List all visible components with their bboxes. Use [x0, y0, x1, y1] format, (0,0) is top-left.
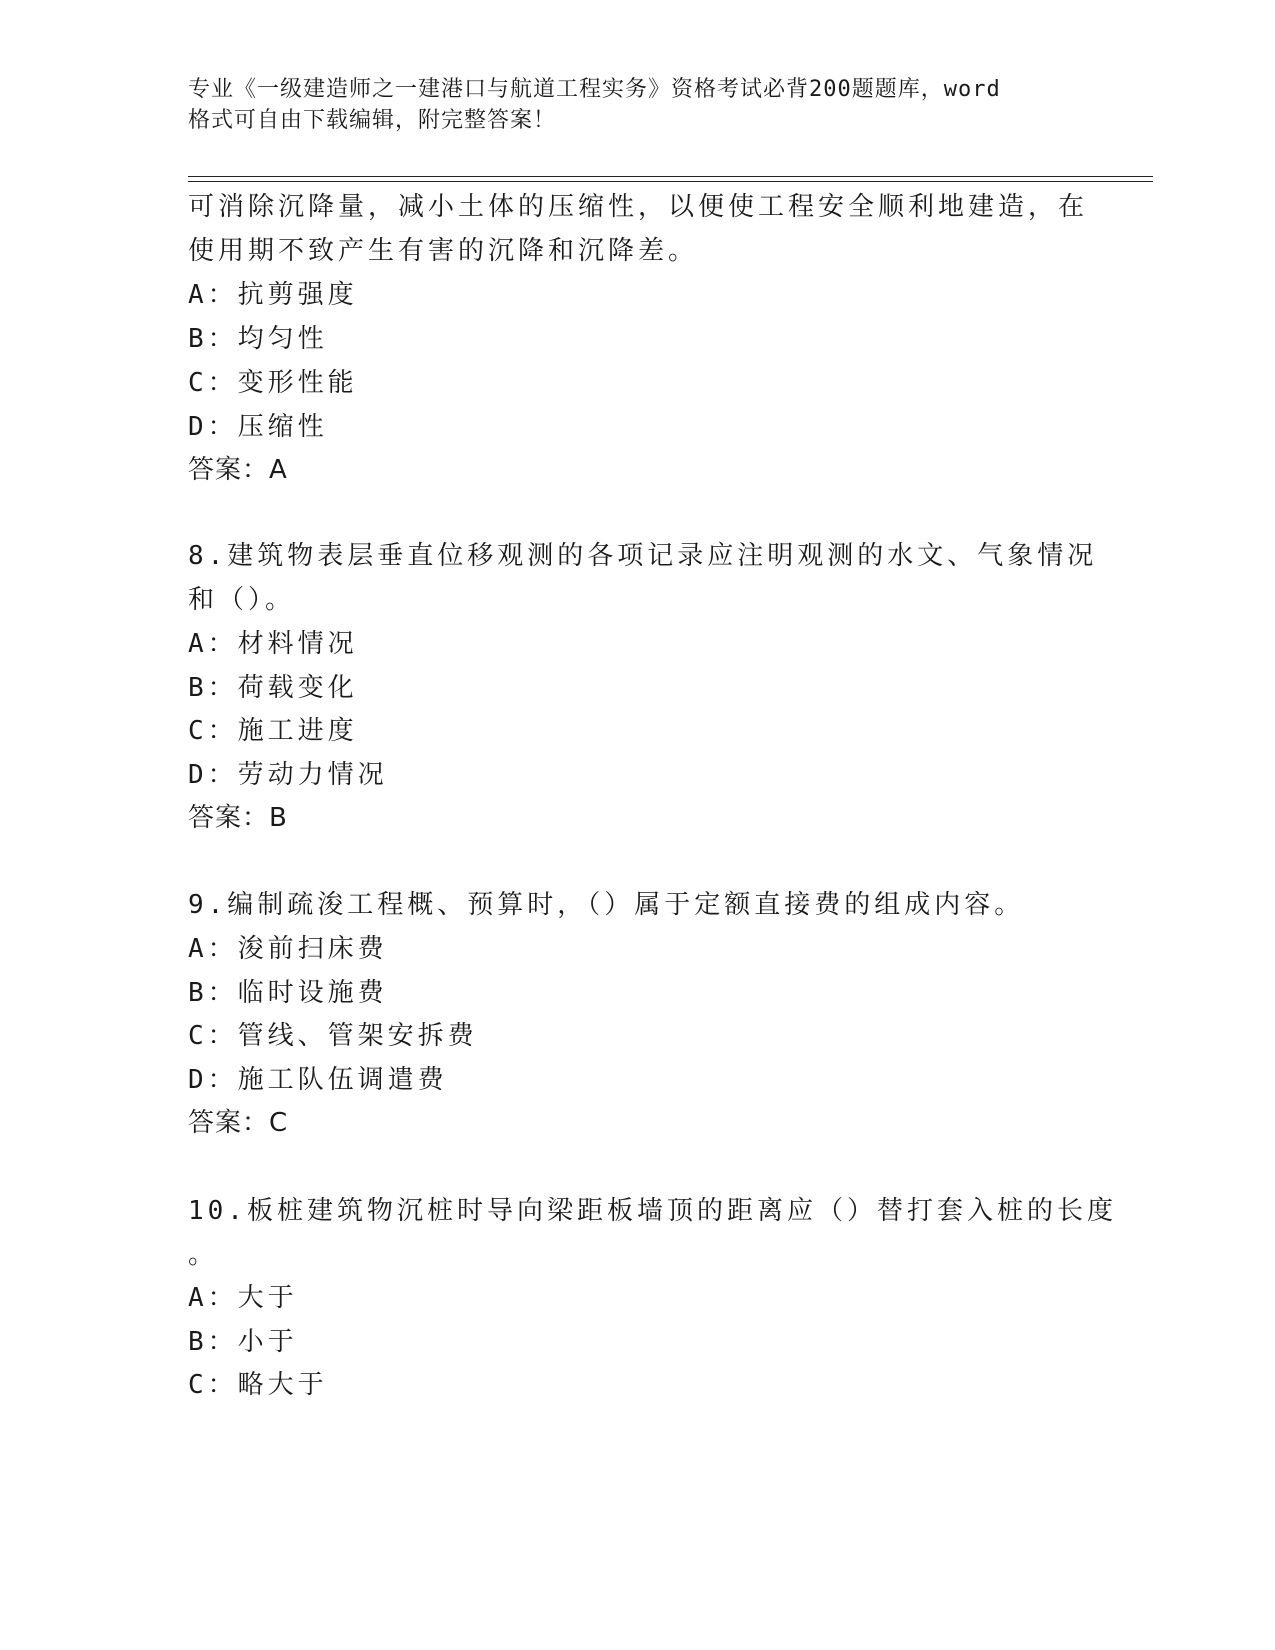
option-a: A：浚前扫床费 [188, 934, 388, 964]
option-c: C：略大于 [188, 1370, 328, 1400]
question-text-line: 可消除沉降量，减小土体的压缩性，以便使工程安全顺利地建造，在 [188, 192, 1089, 222]
header-divider-bottom [188, 181, 1153, 182]
answer-line: 答案：C [188, 1108, 289, 1138]
option-d: D：压缩性 [188, 412, 328, 442]
answer-line: 答案：B [188, 803, 288, 833]
question-text-line: 使用期不致产生有害的沉降和沉降差。 [188, 236, 699, 266]
option-c: C：管线、管架安拆费 [188, 1021, 478, 1051]
question-text-line: 9.编制疏浚工程概、预算时，（）属于定额直接费的组成内容。 [188, 890, 1025, 920]
header-divider-top [188, 176, 1153, 177]
header-title-line-1: 专业《一级建造师之一建港口与航道工程实务》资格考试必背200题题库，word [188, 77, 1001, 102]
option-b: B：临时设施费 [188, 978, 388, 1008]
option-b: B：均匀性 [188, 324, 328, 354]
option-a: A：抗剪强度 [188, 280, 358, 310]
answer-line: 答案：A [188, 455, 288, 485]
question-text-line: 8.建筑物表层垂直位移观测的各项记录应注明观测的水文、气象情况 [188, 541, 1098, 571]
option-d: D：劳动力情况 [188, 760, 388, 790]
header-title-line-2: 格式可自由下载编辑，附完整答案！ [188, 108, 557, 133]
option-a: A：大于 [188, 1283, 298, 1313]
option-c: C：施工进度 [188, 716, 358, 746]
question-text-line: 10.板桩建筑物沉桩时导向梁距板墙顶的距离应（）替打套入桩的长度 [188, 1196, 1117, 1226]
option-b: B：小于 [188, 1327, 298, 1357]
option-d: D：施工队伍调遣费 [188, 1065, 448, 1095]
option-b: B：荷载变化 [188, 673, 358, 703]
question-text-line: 。 [188, 1240, 219, 1270]
option-a: A：材料情况 [188, 629, 358, 659]
question-text-line: 和（）。 [188, 585, 296, 615]
option-c: C：变形性能 [188, 368, 358, 398]
document-header [188, 74, 1068, 136]
